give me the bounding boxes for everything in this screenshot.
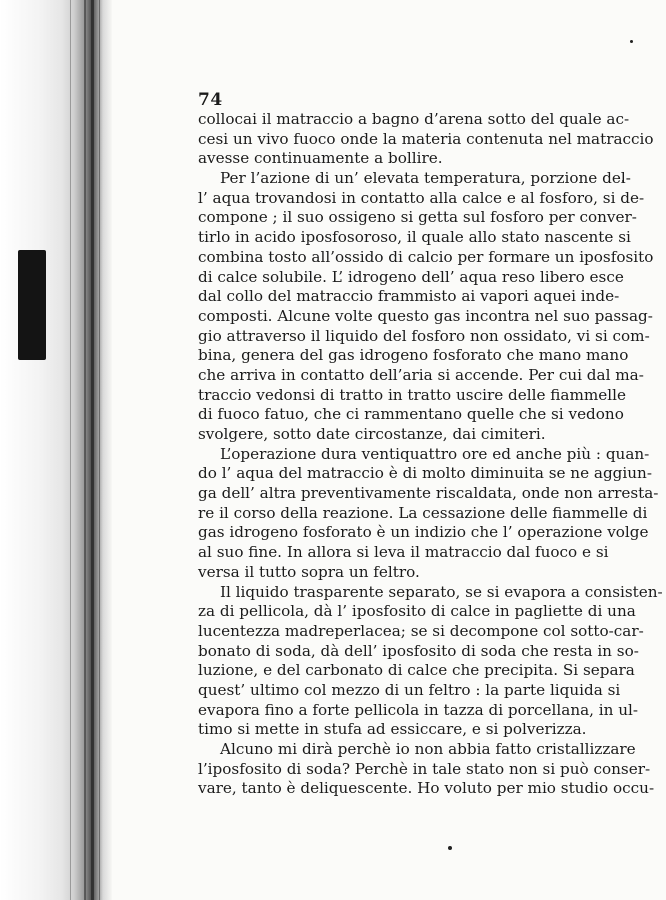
text-line: versa il tutto sopra un feltro. (198, 562, 420, 581)
text-line: Il liquido trasparente separato, se si evapora a consisten- (220, 582, 663, 601)
text-line: Alcuno mi dirà perchè io non abbia fatto cristallizzare (220, 740, 636, 758)
text-line: vare, tanto è deliquescente. Ho voluto per mio studio occu- (198, 779, 655, 798)
gutter-streak (99, 0, 100, 900)
text-line: tirlo in acido iposfosoroso, il quale allo stato nascente si (198, 228, 631, 247)
text-line: l’iposfosito di soda? Perchè in tale stato non si può conser- (198, 759, 651, 778)
text-line: luzione, e del carbonato di calce che precipita. Si separa (198, 661, 635, 680)
text-line: di calce solubile. L’ idrogeno dell’ aqua reso libero esce (198, 267, 624, 286)
book-binding-gutter (0, 0, 112, 900)
text-line: evapora fino a forte pellicola in tazza di porcellana, in ul- (198, 700, 639, 719)
ink-speck (448, 846, 452, 850)
page-edge-shadow (18, 250, 46, 360)
text-line: svolgere, sotto date circostanze, dai cimiteri. (198, 425, 546, 443)
text-line: dal collo del matraccio frammisto ai vapori aquei inde- (198, 287, 620, 306)
text-line: L’operazione dura ventiquattro ore ed anche più : quan- (220, 444, 650, 463)
text-line: composti. Alcune volte questo gas incontra nel suo passag- (198, 306, 653, 325)
text-line: gas idrogeno fosforato è un indizio che l’ operazione volge (198, 523, 649, 542)
text-line: di fuoco fatuo, che ci rammentano quelle che si vedono (198, 405, 624, 424)
text-line: za di pellicola, dà l’ iposfosito di calce in pagliette di una (198, 602, 636, 621)
text-line: lucentezza madreperlacea; se si decompone col sotto-car- (198, 621, 644, 640)
gutter-streak (70, 0, 71, 900)
text-line: bonato di soda, dà dell’ iposfosito di soda che resta in so- (198, 641, 639, 660)
text-line: al suo fine. In allora si leva il matraccio dal fuoco e si (198, 543, 609, 562)
ink-speck (630, 40, 633, 43)
text-line: bina, genera del gas idrogeno fosforato che mano mano (198, 346, 629, 365)
text-line: compone ; il suo ossigeno si getta sul fosforo per conver- (198, 208, 637, 227)
text-line: timo si mette in stufa ad essiccare, e si polverizza. (198, 720, 587, 739)
text-line: do l’ aqua del matraccio è di molto diminuita se ne aggiun- (198, 464, 652, 483)
text-line: traccio vedonsi di tratto in tratto uscire delle fiammelle (198, 385, 626, 404)
text-line: avesse continuamente a bollire. (198, 149, 443, 168)
text-line: gio attraverso il liquido del fosforo non ossidato, vi si com- (198, 326, 650, 345)
text-line: collocai il matraccio a bagno d’arena sotto del quale ac- (198, 110, 630, 128)
text-line: che arriva in contatto dell’aria si accende. Per cui dal ma- (198, 365, 644, 384)
text-line: combina tosto all’ossido di calcio per formare un iposfosito (198, 247, 654, 266)
gutter-streak (84, 0, 86, 900)
text-line: quest’ ultimo col mezzo di un feltro : la parte liquida si (198, 680, 621, 699)
text-line: l’ aqua trovandosi in contatto alla calce e al fosforo, si de- (198, 188, 645, 207)
text-line: re il corso della reazione. La cessazione delle fiammelle di (198, 503, 648, 522)
gutter-streak (91, 0, 94, 900)
page-number: 74 (198, 90, 223, 110)
page-body-text (198, 110, 663, 799)
text-line: Per l’azione di un’ elevata temperatura, porzione del- (220, 169, 631, 188)
text-line: cesi un vivo fuoco onde la materia contenuta nel matraccio (198, 129, 654, 148)
text-line: ga dell’ altra preventivamente riscaldata, onde non arresta- (198, 484, 659, 503)
